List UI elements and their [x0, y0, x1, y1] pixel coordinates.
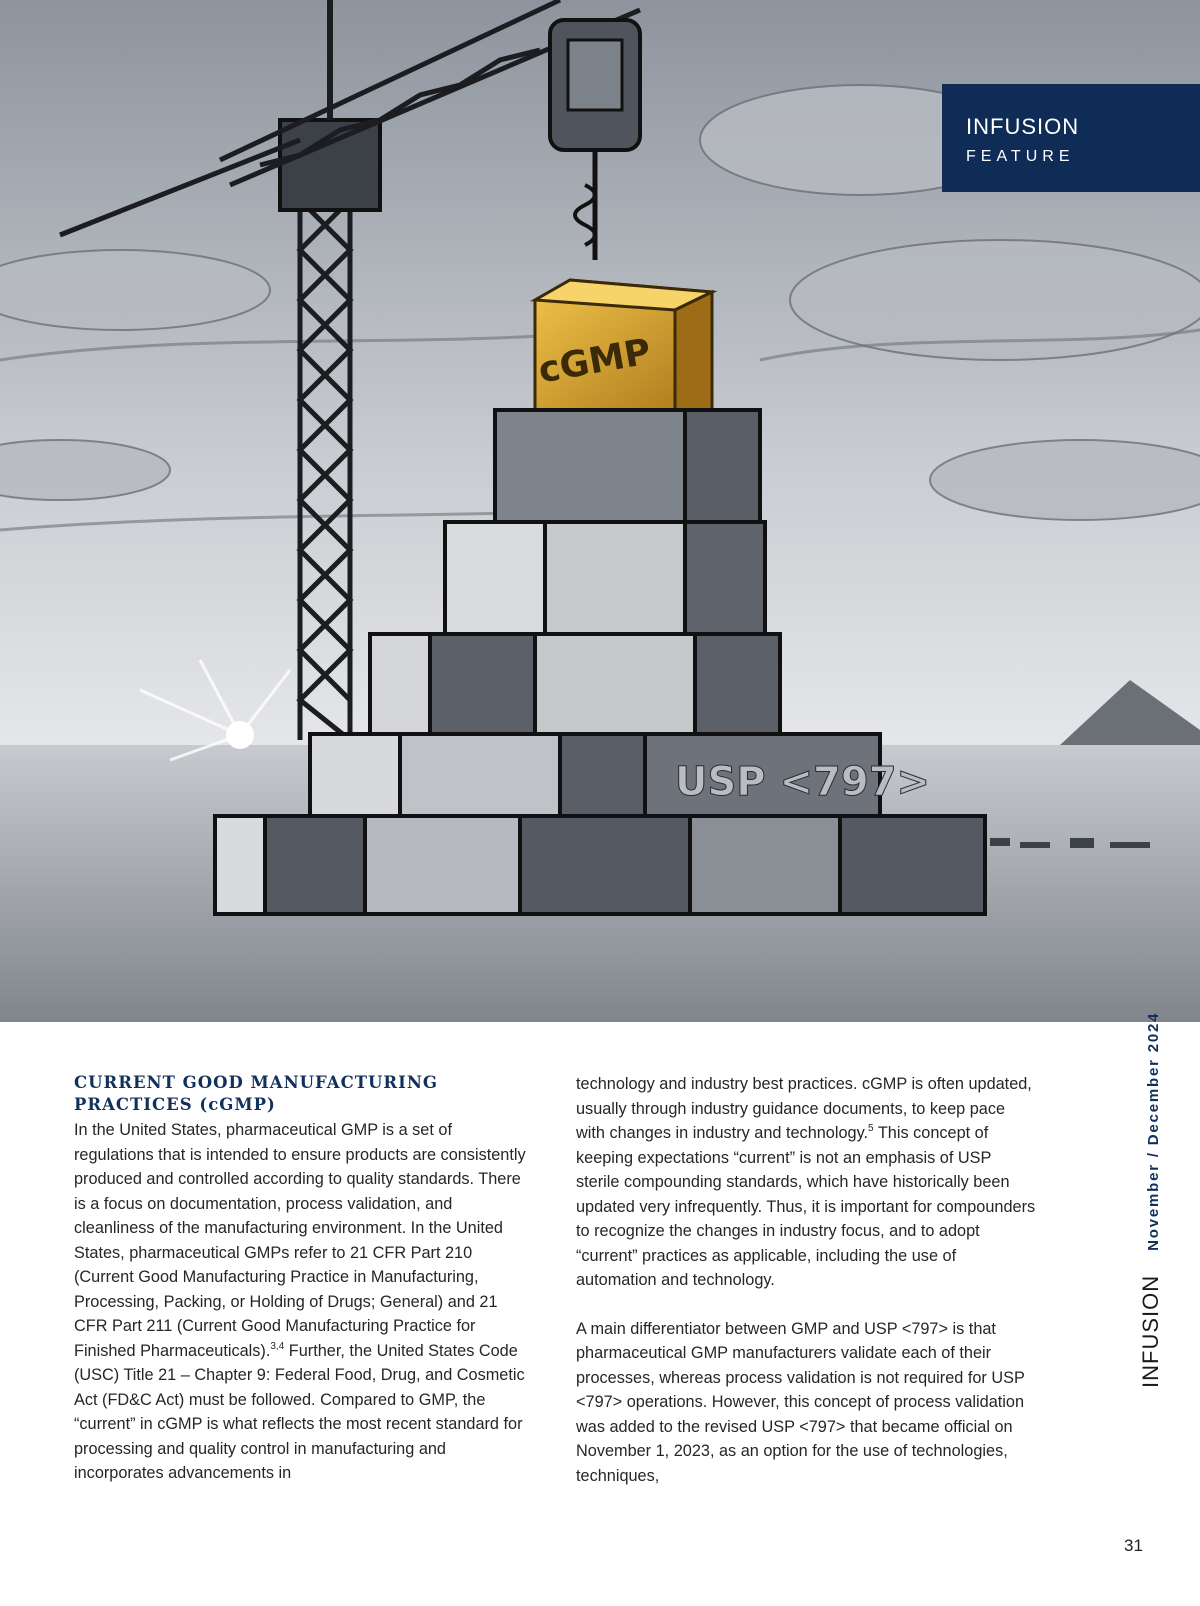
- badge-brand: INFUSION: [966, 114, 1080, 139]
- section-heading: CURRENT GOOD MANUFACTURING PRACTICES (cGMP): [74, 1073, 439, 1114]
- running-footer-vertical: [1138, 1012, 1164, 1388]
- feature-badge: [942, 84, 1200, 192]
- paragraph-text: technology and industry best practices. cGMP is often updated, usually through industry guidance documents, to keep pace with changes in industry and technology.: [576, 1075, 1032, 1142]
- article-column-left: [74, 1072, 532, 1486]
- running-brand: INFUSION: [1138, 1274, 1163, 1388]
- page-number: 31: [1124, 1536, 1143, 1555]
- article-paragraph: A main differentiator between GMP and USP <797> is that pharmaceutical GMP manufacturers validate each of their processes, whereas process validation is not required for USP <797> operations. However, this concept of process validation was added to the revised USP <797> that became official on November 1, 2023, as an option for the use of technologies, techniques,: [576, 1319, 1025, 1485]
- reference-superscript: 3,4: [270, 1340, 285, 1352]
- cgmp-block-label: cGMP: [535, 331, 654, 392]
- paragraph-gap: [576, 1293, 1038, 1317]
- article-paragraph: [576, 1072, 1038, 1293]
- paragraph-text: In the United States, pharmaceutical GMP is a set of regulations that is intended to ensure products are consistently produced and controlled according to quality standards. There is a focus on documentation, process validation, and cleanliness of the manufacturing environment. In the United States, pharmaceutical GMPs refer to 21 CFR Part 210 (Current Good Manufacturing Practice in Manufacturing, Processing, Packing, or Holding of Drugs; General) and 21 CFR Part 211 (Current Good Manufacturing Practice for Finished Pharmaceuticals).: [74, 1121, 526, 1360]
- issue-date: November / December 2024: [1145, 1011, 1162, 1251]
- reference-superscript: 5: [868, 1123, 874, 1134]
- badge-kicker: FEATURE: [966, 148, 1075, 165]
- paragraph-text: Further, the United States Code (USC) Title 21 – Chapter 9: Federal Food, Drug, and Cosmetic Act (FD&C Act) must be followed. Compared to GMP, the “current” in cGMP is what reflects the most recent standard for processing and quality control in manufacturing and incorporates advancements in: [74, 1341, 525, 1482]
- article-column-right: [576, 1072, 1038, 1488]
- usp-797-block-label: USP <797>: [675, 759, 931, 805]
- paragraph-text: This concept of keeping expectations “current” is not an emphasis of USP sterile compounding standards, which have historically been updated very infrequently. Thus, it is important for compounders to recognize the changes in industry focus, and to adopt “current” practices as applicable, including the use of automation and technology.: [576, 1124, 1036, 1289]
- article-paragraph: [74, 1118, 532, 1486]
